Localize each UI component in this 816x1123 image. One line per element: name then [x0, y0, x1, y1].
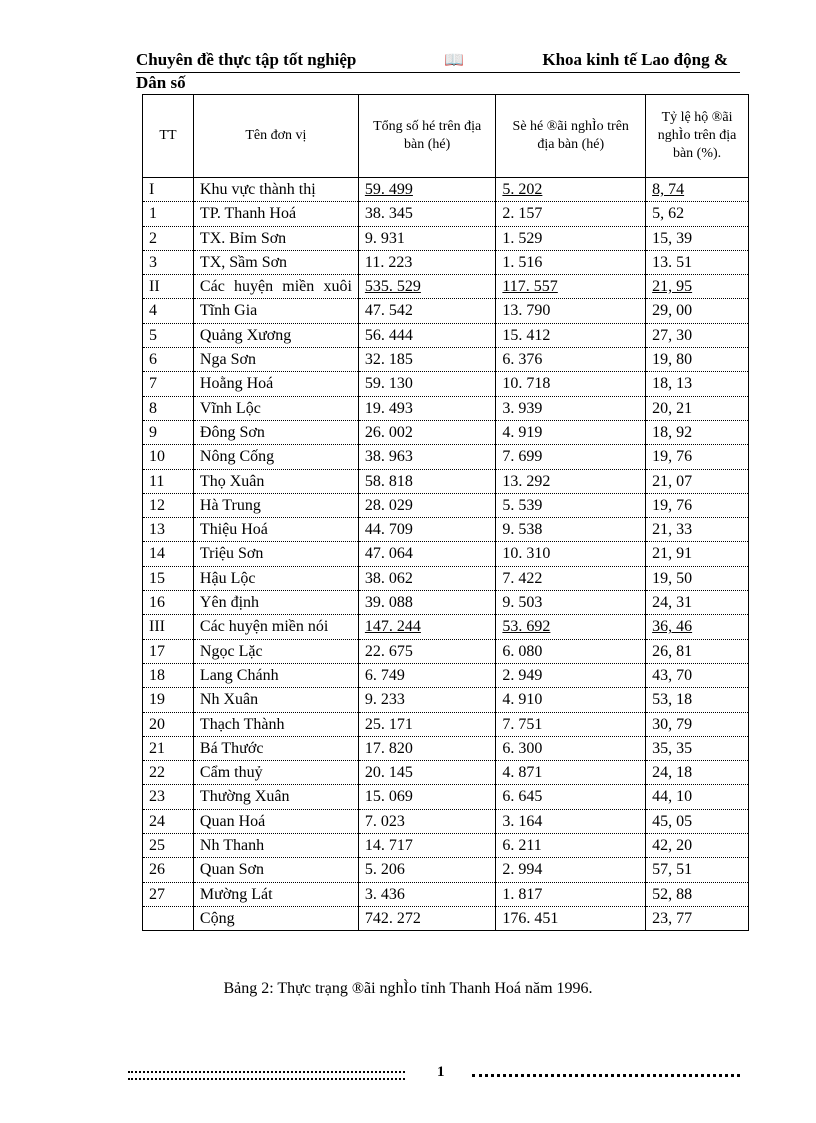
- table-row: [143, 518, 749, 542]
- cell-rate: 43, 70: [646, 663, 749, 687]
- cell-tt: II: [143, 275, 194, 299]
- header-rule: [136, 72, 740, 73]
- header-left-title: Chuyên đề thực tập tốt nghiệp: [136, 50, 357, 69]
- cell-tt: 9: [143, 420, 194, 444]
- cell-rate: 19, 50: [646, 566, 749, 590]
- table-row: [143, 348, 749, 372]
- table-row: [143, 785, 749, 809]
- cell-rate: 30, 79: [646, 712, 749, 736]
- cell-name: Thiệu Hoá: [193, 518, 358, 542]
- cell-poor: 1. 516: [496, 250, 646, 274]
- cell-rate: 45, 05: [646, 809, 749, 833]
- cell-rate: 42, 20: [646, 834, 749, 858]
- cell-total: 19. 493: [358, 396, 495, 420]
- cell-name: Khu vực thành thị: [193, 178, 358, 202]
- table-row: [143, 542, 749, 566]
- table-row: [143, 178, 749, 202]
- cell-poor: 4. 919: [496, 420, 646, 444]
- cell-tt: 2: [143, 226, 194, 250]
- cell-total: 39. 088: [358, 591, 495, 615]
- page-footer: [0, 1066, 816, 1086]
- cell-total: 742. 272: [358, 906, 495, 930]
- cell-total: 11. 223: [358, 250, 495, 274]
- cell-rate: 21, 95: [646, 275, 749, 299]
- cell-rate: 52, 88: [646, 882, 749, 906]
- cell-tt: [143, 906, 194, 930]
- cell-name: Ngọc Lặc: [193, 639, 358, 663]
- cell-name: Lang Chánh: [193, 663, 358, 687]
- cell-tt: 24: [143, 809, 194, 833]
- cell-rate: 35, 35: [646, 736, 749, 760]
- cell-poor: 5. 539: [496, 493, 646, 517]
- cell-name: Nga Sơn: [193, 348, 358, 372]
- table-row: [143, 323, 749, 347]
- poverty-table: [142, 94, 749, 931]
- cell-total: 20. 145: [358, 761, 495, 785]
- cell-poor: 4. 910: [496, 688, 646, 712]
- cell-poor: 2. 949: [496, 663, 646, 687]
- cell-total: 38. 062: [358, 566, 495, 590]
- table-row: [143, 420, 749, 444]
- table-row: [143, 372, 749, 396]
- cell-name: Hà Trung: [193, 493, 358, 517]
- cell-tt: 27: [143, 882, 194, 906]
- cell-total: 15. 069: [358, 785, 495, 809]
- table-row: [143, 663, 749, 687]
- cell-name: Đông Sơn: [193, 420, 358, 444]
- cell-poor: 7. 751: [496, 712, 646, 736]
- cell-tt: 26: [143, 858, 194, 882]
- table-row: [143, 615, 749, 639]
- cell-poor: 6. 080: [496, 639, 646, 663]
- cell-name: Thường Xuân: [193, 785, 358, 809]
- cell-tt: I: [143, 178, 194, 202]
- cell-total: 17. 820: [358, 736, 495, 760]
- cell-name: Mường Lát: [193, 882, 358, 906]
- header-continuation: Dân số: [136, 73, 186, 92]
- cell-poor: 15. 412: [496, 323, 646, 347]
- cell-name: Các huyện miền xuôi: [193, 275, 358, 299]
- cell-tt: 11: [143, 469, 194, 493]
- cell-rate: 44, 10: [646, 785, 749, 809]
- cell-total: 9. 233: [358, 688, 495, 712]
- cell-poor: 6. 211: [496, 834, 646, 858]
- cell-rate: 13. 51: [646, 250, 749, 274]
- cell-name: Yên định: [193, 591, 358, 615]
- cell-poor: 7. 422: [496, 566, 646, 590]
- cell-rate: 21, 07: [646, 469, 749, 493]
- table-row: [143, 445, 749, 469]
- cell-poor: 3. 939: [496, 396, 646, 420]
- cell-name: Nh Thanh: [193, 834, 358, 858]
- footer-dotted-rule-left: [128, 1071, 405, 1080]
- table-row: [143, 736, 749, 760]
- header-total: Tổng số hé trên địa bàn (hé): [358, 95, 495, 178]
- cell-rate: 26, 81: [646, 639, 749, 663]
- cell-total: 26. 002: [358, 420, 495, 444]
- cell-rate: 21, 91: [646, 542, 749, 566]
- cell-rate: 8, 74: [646, 178, 749, 202]
- cell-tt: 17: [143, 639, 194, 663]
- cell-name: Quảng Xương: [193, 323, 358, 347]
- cell-name: Triệu Sơn: [193, 542, 358, 566]
- cell-total: 38. 963: [358, 445, 495, 469]
- cell-total: 59. 130: [358, 372, 495, 396]
- cell-poor: 1. 529: [496, 226, 646, 250]
- cell-name: Hậu Lộc: [193, 566, 358, 590]
- cell-poor: 6. 645: [496, 785, 646, 809]
- page-number: 1: [437, 1064, 445, 1080]
- cell-poor: 13. 790: [496, 299, 646, 323]
- cell-total: 32. 185: [358, 348, 495, 372]
- table-row: [143, 858, 749, 882]
- cell-rate: 20, 21: [646, 396, 749, 420]
- cell-rate: 19, 76: [646, 445, 749, 469]
- cell-total: 6. 749: [358, 663, 495, 687]
- cell-rate: 18, 92: [646, 420, 749, 444]
- cell-tt: 18: [143, 663, 194, 687]
- cell-poor: 2. 157: [496, 202, 646, 226]
- cell-poor: 5. 202: [496, 178, 646, 202]
- cell-total: 22. 675: [358, 639, 495, 663]
- cell-tt: 25: [143, 834, 194, 858]
- cell-tt: 6: [143, 348, 194, 372]
- cell-poor: 176. 451: [496, 906, 646, 930]
- footer-dotted-rule-right: [472, 1074, 740, 1077]
- cell-tt: 23: [143, 785, 194, 809]
- table-row: [143, 396, 749, 420]
- cell-rate: 21, 33: [646, 518, 749, 542]
- cell-tt: 15: [143, 566, 194, 590]
- cell-name: Quan Hoá: [193, 809, 358, 833]
- cell-total: 58. 818: [358, 469, 495, 493]
- cell-tt: 1: [143, 202, 194, 226]
- table-row: [143, 275, 749, 299]
- cell-total: 28. 029: [358, 493, 495, 517]
- cell-rate: 24, 18: [646, 761, 749, 785]
- cell-poor: 10. 718: [496, 372, 646, 396]
- header-name: Tên đơn vị: [193, 95, 358, 178]
- cell-name: Tĩnh Gia: [193, 299, 358, 323]
- cell-name: Nông Cống: [193, 445, 358, 469]
- cell-total: 44. 709: [358, 518, 495, 542]
- table-row: [143, 688, 749, 712]
- cell-name: Nh Xuân: [193, 688, 358, 712]
- cell-name: Hoằng Hoá: [193, 372, 358, 396]
- cell-name: TP. Thanh Hoá: [193, 202, 358, 226]
- cell-poor: 10. 310: [496, 542, 646, 566]
- cell-poor: 4. 871: [496, 761, 646, 785]
- book-icon: 📖: [444, 52, 464, 69]
- cell-rate: 19, 80: [646, 348, 749, 372]
- cell-total: 38. 345: [358, 202, 495, 226]
- cell-total: 25. 171: [358, 712, 495, 736]
- table-row: [143, 202, 749, 226]
- table-row: [143, 906, 749, 930]
- cell-tt: 12: [143, 493, 194, 517]
- cell-poor: 6. 300: [496, 736, 646, 760]
- table-caption: Bảng 2: Thực trạng ®ãi nghÌo tỉnh Thanh Hoá năm 1996.: [223, 980, 593, 997]
- header-line: [136, 50, 740, 72]
- cell-tt: 8: [143, 396, 194, 420]
- cell-poor: 117. 557: [496, 275, 646, 299]
- header-rate: Tỷ lệ hộ ®ãi nghÌo trên địa bàn (%).: [646, 95, 749, 178]
- cell-poor: 3. 164: [496, 809, 646, 833]
- cell-tt: 19: [143, 688, 194, 712]
- cell-name: Thạch Thành: [193, 712, 358, 736]
- table-row: [143, 299, 749, 323]
- cell-total: 535. 529: [358, 275, 495, 299]
- table-row: [143, 761, 749, 785]
- cell-rate: 36, 46: [646, 615, 749, 639]
- cell-rate: 57, 51: [646, 858, 749, 882]
- cell-total: 14. 717: [358, 834, 495, 858]
- cell-total: 47. 542: [358, 299, 495, 323]
- cell-poor: 9. 538: [496, 518, 646, 542]
- cell-name: Vĩnh Lộc: [193, 396, 358, 420]
- cell-total: 59. 499: [358, 178, 495, 202]
- table-body: [143, 178, 749, 931]
- cell-poor: 2. 994: [496, 858, 646, 882]
- header-poor: Sè hé ®ãi nghÌo trên địa bàn (hé): [496, 95, 646, 178]
- cell-total: 9. 931: [358, 226, 495, 250]
- cell-name: Bá Thước: [193, 736, 358, 760]
- cell-rate: 15, 39: [646, 226, 749, 250]
- cell-poor: 13. 292: [496, 469, 646, 493]
- cell-tt: 13: [143, 518, 194, 542]
- cell-poor: 7. 699: [496, 445, 646, 469]
- cell-rate: 53, 18: [646, 688, 749, 712]
- cell-name: Thọ Xuân: [193, 469, 358, 493]
- cell-name: Cẩm thuỷ: [193, 761, 358, 785]
- cell-tt: 4: [143, 299, 194, 323]
- cell-tt: III: [143, 615, 194, 639]
- cell-tt: 16: [143, 591, 194, 615]
- header-tt: TT: [143, 95, 194, 178]
- table-row: [143, 834, 749, 858]
- cell-tt: 3: [143, 250, 194, 274]
- cell-tt: 10: [143, 445, 194, 469]
- cell-tt: 7: [143, 372, 194, 396]
- cell-rate: 5, 62: [646, 202, 749, 226]
- cell-tt: 20: [143, 712, 194, 736]
- cell-tt: 14: [143, 542, 194, 566]
- cell-tt: 5: [143, 323, 194, 347]
- table-header-row: [143, 95, 749, 178]
- cell-name: TX, Sầm Sơn: [193, 250, 358, 274]
- cell-tt: 22: [143, 761, 194, 785]
- cell-total: 3. 436: [358, 882, 495, 906]
- table-row: [143, 566, 749, 590]
- table-row: [143, 493, 749, 517]
- table-row: [143, 226, 749, 250]
- cell-name: Các huyện miền nói: [193, 615, 358, 639]
- cell-poor: 1. 817: [496, 882, 646, 906]
- table-row: [143, 250, 749, 274]
- cell-rate: 27, 30: [646, 323, 749, 347]
- table-row: [143, 639, 749, 663]
- cell-total: 147. 244: [358, 615, 495, 639]
- cell-total: 7. 023: [358, 809, 495, 833]
- cell-total: 5. 206: [358, 858, 495, 882]
- cell-rate: 23, 77: [646, 906, 749, 930]
- table-row: [143, 882, 749, 906]
- cell-rate: 29, 00: [646, 299, 749, 323]
- cell-total: 56. 444: [358, 323, 495, 347]
- cell-poor: 53. 692: [496, 615, 646, 639]
- cell-poor: 9. 503: [496, 591, 646, 615]
- cell-name: TX. Bỉm Sơn: [193, 226, 358, 250]
- table-row: [143, 712, 749, 736]
- table-row: [143, 469, 749, 493]
- cell-rate: 18, 13: [646, 372, 749, 396]
- cell-rate: 24, 31: [646, 591, 749, 615]
- table-row: [143, 809, 749, 833]
- cell-name: Quan Sơn: [193, 858, 358, 882]
- cell-name: Cộng: [193, 906, 358, 930]
- header-right-title: Khoa kinh tế Lao động &: [542, 50, 728, 69]
- cell-rate: 19, 76: [646, 493, 749, 517]
- cell-total: 47. 064: [358, 542, 495, 566]
- table-row: [143, 591, 749, 615]
- cell-tt: 21: [143, 736, 194, 760]
- cell-poor: 6. 376: [496, 348, 646, 372]
